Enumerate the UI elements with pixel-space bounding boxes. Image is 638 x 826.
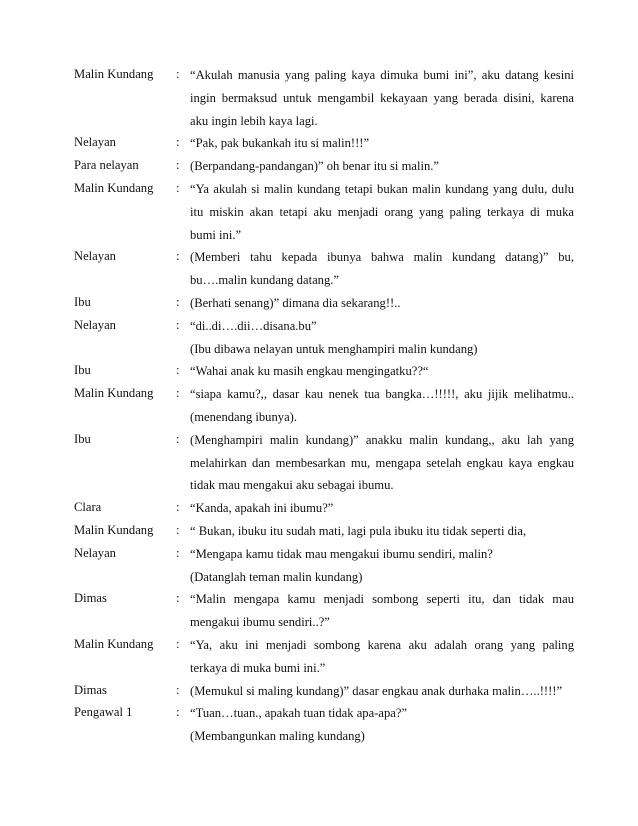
speaker-name: Malin Kundang	[74, 181, 154, 195]
dialogue-line: “Malin mengapa kamu menjadi sombong seperti itu, dan tidak mau	[190, 592, 574, 607]
dialogue-line: terkaya di muka bumi ini.”	[190, 660, 326, 675]
dialogue-line: bu….malin kundang datang.”	[190, 273, 339, 288]
dialogue-line: mengakui ibumu sendiri..?”	[190, 615, 330, 630]
dialogue-line: “Wahai anak ku masih engkau mengingatku??“	[190, 364, 429, 379]
speaker-name: Malin Kundang	[74, 637, 154, 651]
speaker-name: Nelayan	[74, 249, 116, 264]
dialogue-line: (Ibu dibawa nelayan untuk menghampiri malin kundang)	[190, 341, 478, 356]
speaker-name: Malin Kundang	[74, 67, 154, 81]
dialogue-text	[190, 295, 574, 318]
dialogue-line: ingin bermaksud untuk mengambil kekayaan yang berada disini, karena	[190, 90, 574, 105]
speaker-colon: :	[176, 67, 180, 81]
speaker-name: Pengawal 1	[74, 705, 133, 720]
dialogue-line: itu miskin akan tetapi aku menjadi orang yang paling terkaya di muka	[190, 204, 574, 219]
dialogue-line: (Berhati senang)” dimana dia sekarang!!..	[190, 296, 401, 310]
dialogue-text	[190, 135, 574, 158]
speaker-name: Ibu	[74, 295, 91, 309]
dialogue-text	[190, 546, 574, 592]
speaker-colon: :	[176, 682, 180, 697]
dialogue-line: “Ya, aku ini menjadi sombong karena aku adalah orang yang paling	[190, 638, 574, 652]
speaker-name: Dimas	[74, 682, 107, 697]
speaker-colon: :	[176, 386, 180, 401]
speaker-name: Nelayan	[74, 317, 116, 332]
speaker-name: Ibu	[74, 363, 91, 378]
dialogue-text	[190, 158, 574, 181]
dialogue-text	[190, 637, 574, 683]
dialogue-text	[190, 386, 574, 432]
dialogue-line: “Pak, pak bukankah itu si malin!!!”	[190, 136, 370, 151]
speaker-colon: :	[176, 363, 180, 378]
speaker-colon: :	[176, 317, 180, 332]
dialogue-text	[190, 591, 574, 637]
speaker-colon: :	[176, 135, 180, 150]
dialogue-line: melahirkan dan membesarkan mu, mengapa setelah engkau kaya engkau	[190, 455, 574, 470]
dialogue-line: (Menghampiri malin kundang)” anakku malin kundang,, aku lah yang	[190, 432, 574, 447]
dialogue-line: (Memberi tahu kepada ibunya bahwa malin kundang datang)” bu,	[190, 250, 574, 265]
speaker-name: Dimas	[74, 591, 107, 606]
dialogue-text	[190, 249, 574, 295]
speaker-colon: :	[176, 500, 180, 515]
speaker-name: Para nelayan	[74, 158, 139, 173]
speaker-name: Malin Kundang	[74, 386, 154, 401]
dialogue-line: (menendang ibunya).	[190, 409, 298, 424]
speaker-colon: :	[176, 158, 180, 173]
speaker-name: Clara	[74, 500, 102, 515]
speaker-name: Nelayan	[74, 545, 116, 560]
dialogue-text	[190, 67, 574, 135]
speaker-name: Nelayan	[74, 135, 116, 150]
dialogue-line: “Akulah manusia yang paling kaya dimuka bumi ini”, aku datang kesini	[190, 68, 574, 82]
dialogue-text	[190, 500, 574, 523]
speaker-name: Ibu	[74, 431, 91, 446]
dialogue-text	[190, 363, 574, 386]
speaker-colon: :	[176, 591, 180, 606]
dialogue-line: “Tuan…tuan., apakah tuan tidak apa-apa?”	[190, 706, 408, 721]
speaker-colon: :	[176, 523, 180, 537]
dialogue-line: “Ya akulah si malin kundang tetapi bukan malin kundang yang dulu, dulu	[190, 182, 574, 196]
speaker-colon: :	[176, 181, 180, 195]
dialogue-text	[190, 318, 574, 364]
dialogue-line: “siapa kamu?,, dasar kau nenek tua bangka…!!!!!, aku jijik melihatmu..	[190, 387, 574, 402]
speaker-colon: :	[176, 705, 180, 720]
speaker-colon: :	[176, 637, 180, 651]
dialogue-line: “Kanda, apakah ini ibumu?”	[190, 501, 334, 516]
speaker-colon: :	[176, 295, 180, 309]
speaker-colon: :	[176, 545, 180, 560]
dialogue-line: bumi ini.”	[190, 227, 242, 242]
dialogue-text	[190, 705, 574, 751]
dialogue-text	[190, 683, 574, 706]
dialogue-line: tidak mau mengakui aku sebagai ibumu.	[190, 478, 394, 493]
dialogue-line: “di..di….dii…disana.bu”	[190, 318, 317, 333]
dialogue-text	[190, 181, 574, 249]
dialogue-line: (Berpandang-pandangan)” oh benar itu si malin.”	[190, 159, 439, 174]
dialogue-text	[190, 432, 574, 500]
dialogue-line: (Datanglah teman malin kundang)	[190, 569, 363, 584]
dialogue-line: (Membangunkan maling kundang)	[190, 729, 365, 744]
dialogue-line: aku ingin lebih kaya lagi.	[190, 113, 318, 128]
dialogue-line: “ Bukan, ibuku itu sudah mati, lagi pula ibuku itu tidak seperti dia,	[190, 524, 527, 538]
dialogue-line: “Mengapa kamu tidak mau mengakui ibumu sendiri, malin?	[190, 546, 493, 561]
speaker-colon: :	[176, 249, 180, 264]
speaker-name: Malin Kundang	[74, 523, 154, 537]
dialogue-line: (Memukul si maling kundang)” dasar engkau anak durhaka malin…..!!!!”	[190, 683, 563, 698]
speaker-colon: :	[176, 431, 180, 446]
dialogue-text	[190, 523, 574, 546]
